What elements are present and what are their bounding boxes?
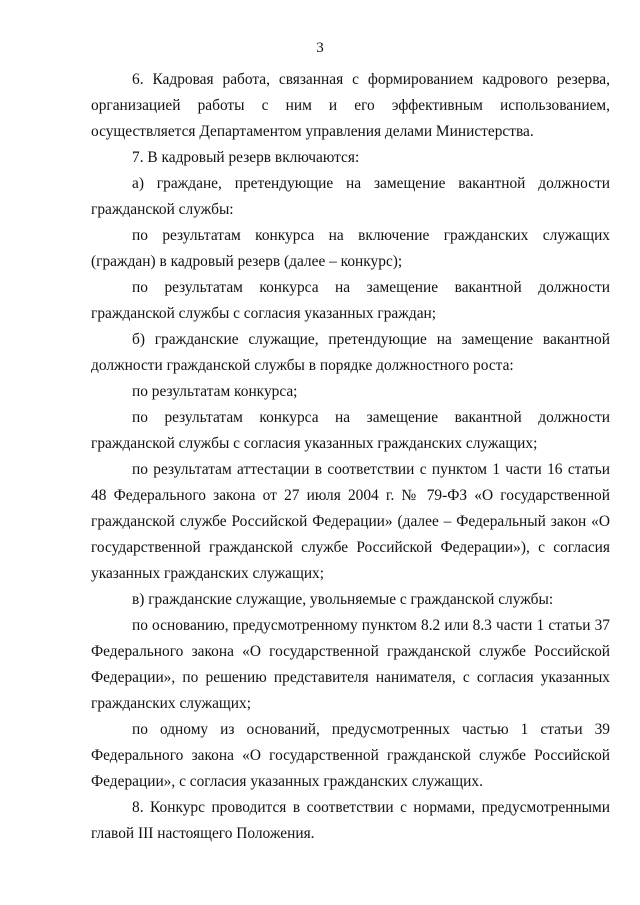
paragraph-7v-item-2: по одному из оснований, предусмотренных частью 1 статьи 39 Федерального закона «О государственной гражданской службе Российской Федерации», с согласия указанных гражданских служащих. xyxy=(91,721,610,790)
paragraph-7a-item-2: по результатам конкурса на замещение вакантной должности гражданской службы с согласия указанных граждан; xyxy=(91,279,610,322)
document-body xyxy=(91,67,610,847)
paragraph-7v-item-1: по основанию, предусмотренному пунктом 8.2 или 8.3 части 1 статьи 37 Федерального закона «О государственной гражданской службе Российской Федерации», по решению представителя нанимателя, с согласия указанных гражданских служащих; xyxy=(91,617,610,712)
paragraph-6: 6. Кадровая работа, связанная с формированием кадрового резерва, организацией работы с ним и его эффективным использованием, осуществляется Департаментом управления делами Министерства. xyxy=(91,71,610,140)
paragraph-8: 8. Конкурс проводится в соответствии с нормами, предусмотренными главой III настоящего Положения. xyxy=(91,799,610,842)
paragraph-7a-item-1: по результатам конкурса на включение гражданских служащих (граждан) в кадровый резерв (далее – конкурс); xyxy=(91,227,610,270)
paragraph-7b-item-2: по результатам конкурса на замещение вакантной должности гражданской службы с согласия указанных гражданских служащих; xyxy=(91,409,610,452)
paragraph-7b-item-1: по результатам конкурса; xyxy=(132,383,298,400)
paragraph-7a: а) граждане, претендующие на замещение вакантной должности гражданской службы: xyxy=(91,175,610,218)
paragraph-7b-item-3: по результатам аттестации в соответствии с пунктом 1 части 16 статьи 48 Федерального закона от 27 июля 2004 г. № 79-ФЗ «О государственной гражданской службе Российской Федерации» (далее – Федеральный закон «О государственной гражданской службе Российской Федерации»), с согласия указанных гражданских служащих; xyxy=(91,461,610,582)
paragraph-7b: б) гражданские служащие, претендующие на замещение вакантной должности гражданской службы в порядке должностного роста: xyxy=(91,331,610,374)
paragraph-7v: в) гражданские служащие, увольняемые с гражданской службы: xyxy=(132,591,554,608)
page-number: 3 xyxy=(316,40,324,56)
paragraph-7: 7. В кадровый резерв включаются: xyxy=(132,149,360,166)
